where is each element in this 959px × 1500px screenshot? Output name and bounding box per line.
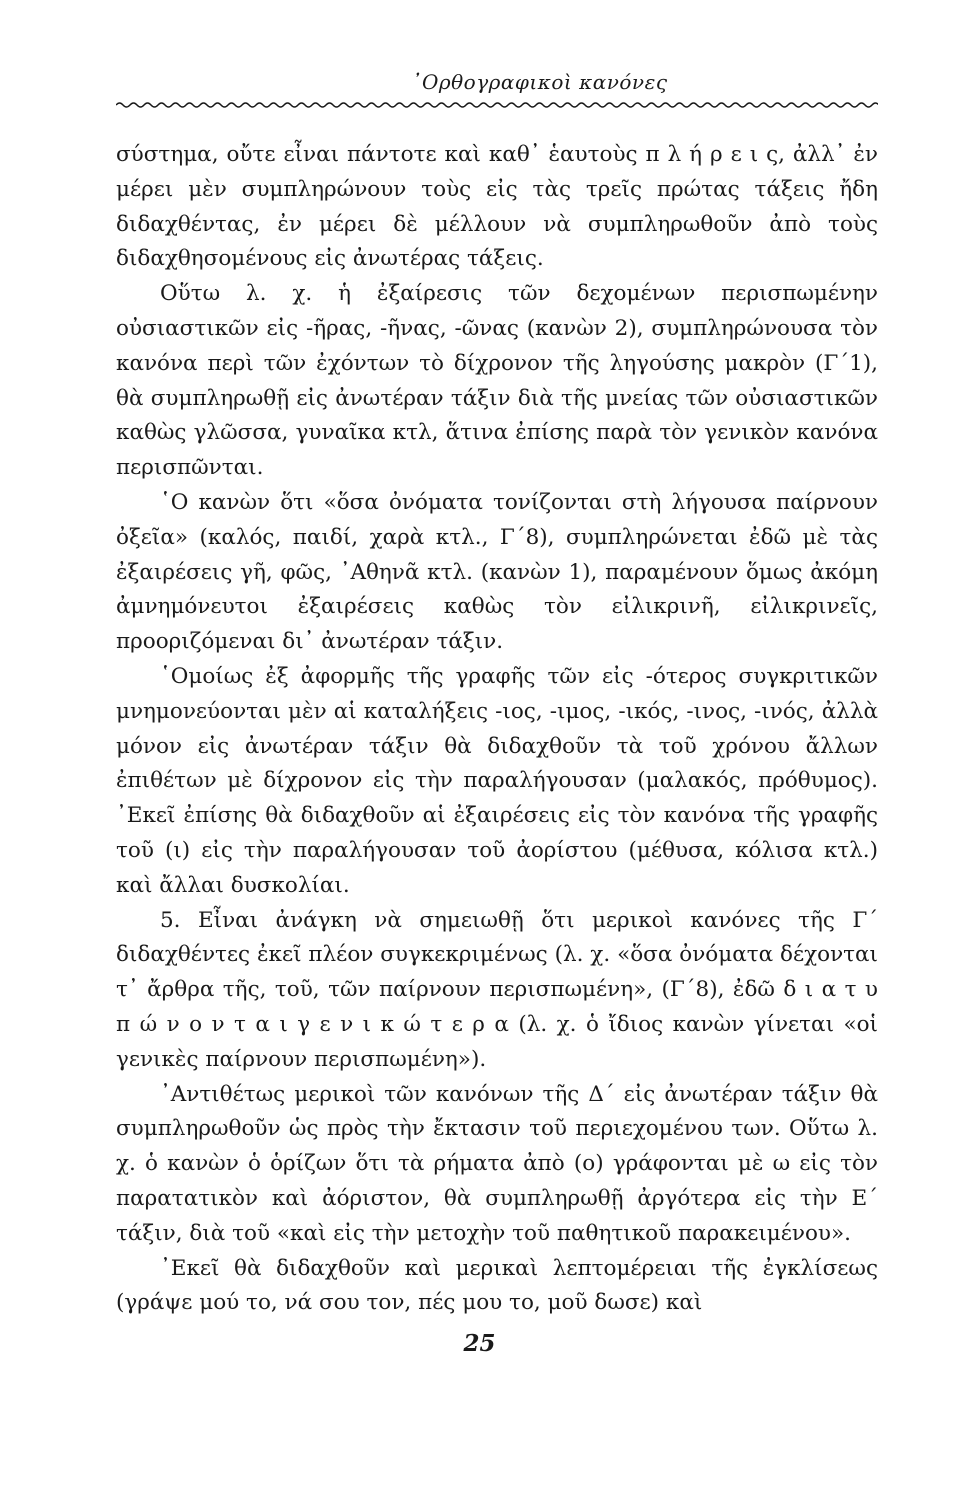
body-text [116,138,878,1321]
paragraph-7: ᾿Εκεῖ θὰ διδαχθοῦν καὶ μερικαὶ λεπτομέρειαι τῆς ἐγκλίσεως (γράψε μού το, νά σου τον, πές μου το, μοῦ δωσε) καὶ [116,1255,878,1316]
running-title: ᾿Ορθογραφικοὶ κανόνες [411,70,668,94]
paragraph-2: Οὕτω λ. χ. ἡ ἐξαίρεσις τῶν δεχομένων περισπωμένην οὐσιαστικῶν εἰς -ῆρας, -ῆνας, -ῶνας (κανὼν 2), συμπληρώνουσα τὸν κανόνα περὶ τῶν ἐχόντων τὸ δίχρονον τῆς ληγούσης μακρὸν (Γ΄1), θὰ συμπληρωθῇ εἰς ἀνωτέραν τάξιν διὰ τῆς μνείας τῶν οὐσιαστικῶν καθὼς γλῶσσα, γυναῖκα κτλ, ἅτινα ἐπίσης παρὰ τὸν γενικὸν κανόνα περισπῶνται. [116,281,878,481]
paragraph-3: ῾Ο κανὼν ὅτι «ὅσα ὀνόματα τονίζονται στὴ λήγουσα παίρνουν ὀξεῖα» (καλός, παιδί, χαρὰ κτλ., Γ΄8), συμπληρώνεται ἐδῶ μὲ τὰς ἐξαιρέσεις γῆ, φῶς, ᾿Αθηνᾶ κτλ. (κανὼν 1), παραμένουν ὅμως ἀκόμη ἀμνημόνευτοι ἐξαιρέσεις καθὼς τὸν εἰλικρινῆ, εἰλικρινεῖς, προοριζόμεναι δι᾿ ἀνωτέραν τάξιν. [116,489,878,655]
paragraph-6: ᾿Αντιθέτως μερικοὶ τῶν κανόνων τῆς Δ΄ εἰς ἀνωτέραν τάξιν θὰ συμπληρωθοῦν ὡς πρὸς τὴν ἔκτασιν τοῦ περιεχομένου των. Οὕτω λ. χ. ὁ κανὼν ὁ ὁρίζων ὅτι τὰ ρήματα ἀπὸ (ο) γράφονται μὲ ω εἰς τὸν παρατατικὸν καὶ ἀόριστον, θὰ συμπληρωθῇ ἀργότερα εἰς τὴν Ε΄ τάξιν, διὰ τοῦ «καὶ εἰς τὴν μετοχὴν τοῦ παθητικοῦ παρακειμένου». [116,1081,878,1246]
running-head [0,70,959,94]
paragraph-5: 5. Εἶναι ἀνάγκη νὰ σημειωθῇ ὅτι μερικοὶ κανόνες τῆς Γ΄ διδαχθέντες ἐκεῖ πλέον συγκεκριμένως (λ. χ. «ὅσα ὀνόματα δέχονται τ᾿ ἄρθρα τῆς, τοῦ, τῶν παίρνουν περισπωμένη», (Γ΄8), ἐδῶ δ ι α τ υ π ώ ν ο ν τ α ι γ ε ν ι κ ώ τ ε ρ α (λ. χ. ὁ ἴδιος κανὼν γίνεται «οἱ γενικὲς παίρνουν περισπωμένη»). [116,907,878,1072]
page-number: 25 [463,1330,496,1357]
paragraph-1: σύστημα, οὔτε εἶναι πάντοτε καὶ καθ᾿ ἑαυτοὺς π λ ή ρ ε ι ς, ἀλλ᾿ ἐν μέρει μὲν συμπληρώνουν τοὺς εἰς τὰς τρεῖς πρώτας τάξεις ἤδη διδαχθέντας, ἐν μέρει δὲ μέλλουν νὰ συμπληρωθοῦν ἀπὸ τοὺς διδαχθησομένους εἰς ἀνωτέρας τάξεις. [116,142,878,272]
wavy-rule [116,100,878,110]
paragraph-4: ῾Ομοίως ἐξ ἀφορμῆς τῆς γραφῆς τῶν εἰς -ότερος συγκριτικῶν μνημονεύονται μὲν αἱ καταλήξεις -ιος, -ιμος, -ικός, -ινος, -ινός, ἀλλὰ μόνον εἰς ἀνωτέραν τάξιν θὰ διδαχθοῦν τὰ τοῦ χρόνου ἄλλων ἐπιθέτων μὲ δίχρονον εἰς τὴν παραλήγουσαν (μαλακός, πρόθυμος). ᾿Εκεῖ ἐπίσης θὰ διδαχθοῦν αἱ ἐξαιρέσεις εἰς τὸν κανόνα τῆς γραφῆς τοῦ (ι) εἰς τὴν παραλήγουσαν τοῦ ἀορίστου (μέθυσα, κόλισα κτλ.) καὶ ἄλλαι δυσκολίαι. [116,663,878,898]
